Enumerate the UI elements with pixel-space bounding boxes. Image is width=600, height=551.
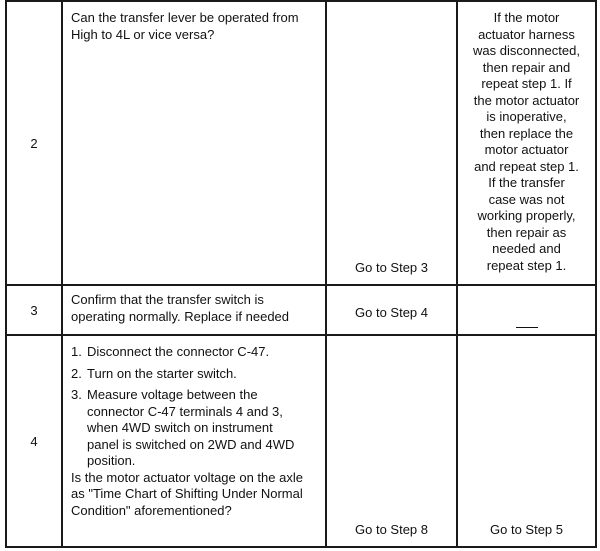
no-line: repeat step 1. xyxy=(486,257,567,273)
substep-text: Disconnect the connector C-47. xyxy=(87,344,270,359)
yes-cell xyxy=(326,335,457,547)
no-line: is inoperative, xyxy=(486,109,567,124)
no-line: then replace the xyxy=(479,125,574,141)
substep-number: 2. xyxy=(71,365,82,381)
substep-text: Turn on the starter switch. xyxy=(87,365,237,381)
no-dash xyxy=(516,311,538,329)
yes-text: Go to Step 4 xyxy=(355,304,428,320)
no-line: was disconnected, xyxy=(473,43,580,58)
substep-number: 1. xyxy=(71,344,82,359)
substep-item xyxy=(71,387,317,470)
substep-line: when 4WD switch on instrument xyxy=(87,420,273,435)
substep-line: Measure voltage between the xyxy=(87,387,258,402)
step-number xyxy=(6,285,62,335)
action-cell xyxy=(62,285,326,335)
no-cell xyxy=(457,1,596,285)
diagnostic-table xyxy=(5,0,597,548)
substep-list xyxy=(71,344,317,470)
no-line: actuator harness xyxy=(478,26,575,42)
substep-line: position. xyxy=(87,453,136,468)
step-number-text: 4 xyxy=(30,433,38,449)
action-cell xyxy=(62,1,326,285)
step-number xyxy=(6,1,62,285)
no-text: Go to Step 5 xyxy=(490,521,563,537)
table-row xyxy=(6,335,596,547)
question-line: Is the motor actuator voltage on the axle xyxy=(71,469,303,485)
substep-number: 3. xyxy=(71,387,82,402)
yes-cell xyxy=(326,1,457,285)
yes-cell xyxy=(326,285,457,335)
action-cell xyxy=(62,335,326,547)
no-line: If the motor xyxy=(493,10,560,25)
substep-line: connector C-47 terminals 4 and 3, xyxy=(87,403,283,419)
yes-text: Go to Step 3 xyxy=(355,259,428,275)
action-line: operating normally. Replace if needed xyxy=(71,308,290,324)
no-line: working properly, xyxy=(477,208,576,223)
no-line: and repeat step 1. xyxy=(474,158,579,174)
no-cell xyxy=(457,335,596,547)
no-line: repeat step 1. If xyxy=(481,76,572,91)
no-line: needed and xyxy=(492,241,561,256)
table-row xyxy=(6,1,596,285)
action-line: Can the transfer lever be operated from xyxy=(71,10,299,25)
no-line: then repair as xyxy=(486,224,567,240)
no-cell xyxy=(457,285,596,335)
no-line: the motor actuator xyxy=(473,92,580,108)
table-row xyxy=(6,285,596,335)
substep-line: panel is switched on 2WD and 4WD xyxy=(87,436,295,452)
no-line: If the transfer xyxy=(488,175,565,190)
no-line: motor actuator xyxy=(484,142,569,157)
action-line: High to 4L or vice versa? xyxy=(71,26,215,42)
question-text xyxy=(71,470,317,520)
no-line: then repair and xyxy=(482,59,571,75)
action-line: Confirm that the transfer switch is xyxy=(71,292,264,307)
yes-text: Go to Step 8 xyxy=(355,521,428,537)
question-line: Condition" aforementioned? xyxy=(71,502,232,518)
step-number xyxy=(6,335,62,547)
step-number-text: 3 xyxy=(30,302,38,318)
substep-item xyxy=(71,344,317,361)
no-line: case was not xyxy=(488,191,565,207)
question-line: as "Time Chart of Shifting Under Normal xyxy=(71,486,303,501)
substep-item xyxy=(71,366,317,383)
step-number-text: 2 xyxy=(30,135,38,151)
